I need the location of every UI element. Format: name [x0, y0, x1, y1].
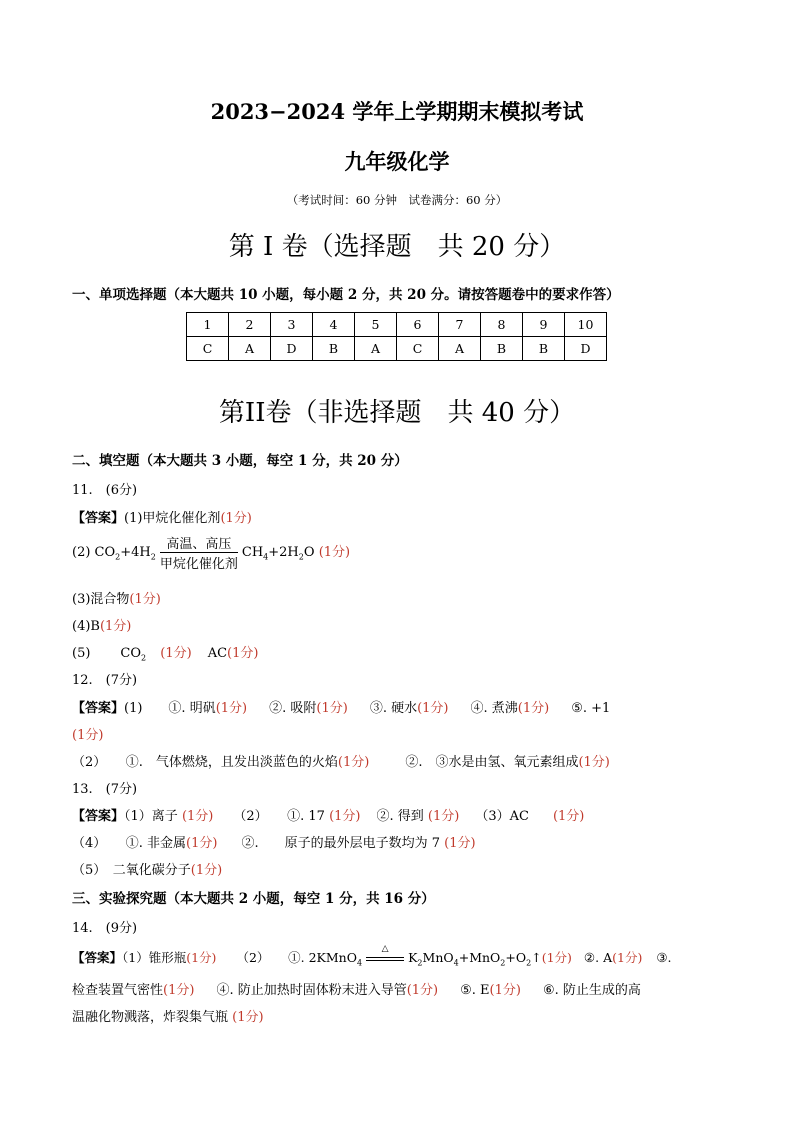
score: (1分) [220, 511, 252, 526]
table-cell: D [565, 337, 607, 361]
score: (1分) [318, 545, 351, 560]
q13-line-2 [72, 832, 476, 851]
answer-text: （5） 二氧化碳分子 [72, 863, 191, 878]
table-cell: 7 [439, 313, 481, 337]
answer-text: (5) [72, 646, 91, 661]
answer-tag: 【答案】 [72, 950, 123, 965]
score: (1分) [552, 809, 585, 824]
table-cell: C [187, 337, 229, 361]
answer-text: （3）AC [475, 809, 529, 824]
formula-part: K [408, 950, 418, 965]
table-cell: 2 [229, 313, 271, 337]
table-cell: C [397, 337, 439, 361]
table-cell: B [523, 337, 565, 361]
formula-part: +2H [268, 545, 299, 560]
q14-line-1: 【答案】（1）锥形瓶(1分) （2） ①. 2KMnO$_4$ △ $K_2MnO_4+MnO_2+O_2↑(1$分) ②. A(1分) ③. [72, 943, 672, 968]
formula-part: CO [120, 646, 142, 661]
formula-part: CH [241, 545, 264, 560]
section3-heading: 三、实验探究题（本大题共 2 小题，每空 1 分，共 16 分） [72, 891, 435, 907]
score: (1分) [541, 950, 572, 965]
answer-tag: 【答案】 [72, 809, 125, 824]
table-cell: B [481, 337, 523, 361]
score: (1分) [578, 755, 610, 770]
answer-table-answer-row [187, 337, 607, 361]
score: (1分) [517, 701, 550, 716]
answer-tag: 【答案】 [72, 511, 125, 526]
formula-part: (2) CO [72, 545, 116, 560]
score: (1分) [417, 701, 449, 716]
up-arrow: ↑ [531, 950, 542, 965]
answer-text: ⑥. 防止生成的高 [542, 983, 641, 998]
formula-part: +MnO [458, 950, 501, 965]
formula-part: O [303, 545, 315, 560]
part2-heading: 第II卷（非选择题 共 40 分） [218, 398, 576, 428]
table-cell: 5 [355, 313, 397, 337]
section1-heading: 一、单项选择题（本大题共 10 小题，每小题 2 分，共 20 分。请按答题卷中的要求作答） [72, 287, 620, 303]
exam-note: （考试时间：60 分钟 试卷满分：60 分） [286, 193, 508, 207]
table-cell: 1 [187, 313, 229, 337]
table-cell: 9 [523, 313, 565, 337]
answer-text: (1) ①. 明矾 [124, 701, 216, 716]
table-cell: 6 [397, 313, 439, 337]
score: (1分) [72, 728, 104, 743]
table-cell: 10 [565, 313, 607, 337]
answer-text: ③. 硬水 [369, 701, 418, 716]
answer-text: AC [207, 646, 228, 661]
condition-top: 高温、高压 [160, 533, 238, 553]
score: (1分) [186, 950, 217, 965]
answer-text: ④. 煮沸 [470, 701, 518, 716]
q13-line-3 [72, 859, 222, 878]
q11-answer-5: (5) $CO_2$ (1分) AC(1分) [72, 646, 259, 663]
score: (1分) [160, 646, 192, 661]
score: (1分) [215, 701, 248, 716]
q13-line-1 [72, 805, 584, 824]
score: (1分) [444, 836, 476, 851]
answer-text: ②. 吸附 [269, 701, 317, 716]
q11-answer-3 [72, 588, 161, 607]
answer-text: （2） ①. 气体燃烧，且发出淡蓝色的火焰 [72, 755, 338, 770]
table-cell: A [229, 337, 271, 361]
table-cell: 4 [313, 313, 355, 337]
answer-text: 检查装置气密性 [72, 983, 164, 998]
q14-label: 14. (9分) [72, 921, 138, 936]
table-cell: A [439, 337, 481, 361]
score: (1分) [612, 950, 643, 965]
answer-text: ④. 防止加热时固体粉末进入导管 [216, 983, 407, 998]
formula-part: +4H [120, 545, 151, 560]
score: (1分) [190, 863, 223, 878]
q14-line-3 [72, 1006, 264, 1025]
answer-text: （1）锥形瓶 [122, 950, 187, 965]
q14-line-2 [72, 979, 641, 998]
section2-heading: 二、填空题（本大题共 3 小题，每空 1 分，共 20 分） [72, 453, 408, 469]
formula-part: +O [505, 950, 527, 965]
table-cell: A [355, 337, 397, 361]
heat-arrow [366, 943, 404, 964]
score: (1分) [406, 983, 439, 998]
exam-title: 2023−2024 学年上学期期末模拟考试 [210, 99, 584, 124]
table-cell: 8 [481, 313, 523, 337]
answer-text: 温融化物溅落，炸裂集气瓶 [72, 1010, 229, 1025]
answer-text: (3)混合物 [72, 592, 130, 607]
formula-part: MnO [422, 950, 454, 965]
score: (1分) [337, 755, 370, 770]
score: (1分) [99, 619, 132, 634]
answer-text: (4)B [72, 619, 100, 634]
score: (1分) [489, 983, 521, 998]
score: (1分) [163, 983, 195, 998]
formula-part: （2） ①. 2KMnO [236, 950, 357, 965]
score: (1分) [316, 701, 348, 716]
table-cell: D [271, 337, 313, 361]
q11-answer-2: (2) $CO_2+4H_2$ $\frac{\text{高温、高压}}{\text{甲烷化催化剂}}$ $CH_4+2H_2O$ (1分) [72, 533, 350, 572]
score: (1分) [186, 836, 218, 851]
score: (1分) [232, 1010, 264, 1025]
answer-text: ②. ③水是由氢、氧元素组成 [405, 755, 579, 770]
answer-text: ⑤. +1 [571, 701, 611, 716]
q11-answer-4 [72, 615, 131, 634]
q13-label: 13. (7分) [72, 782, 138, 797]
answer-text: ②. A [583, 950, 613, 965]
q11-answer-1 [72, 507, 252, 526]
answer-text: (1)甲烷化催化剂 [124, 511, 221, 526]
score: (1分) [427, 809, 460, 824]
q12-line-1-cont [72, 724, 103, 743]
answer-text: （2） ①. 17 [233, 809, 325, 824]
answer-table [186, 312, 607, 361]
answer-text: （1）离子 [124, 809, 178, 824]
score: (1分) [227, 646, 259, 661]
answer-text: ②. 得到 [376, 809, 424, 824]
reaction-condition [160, 533, 238, 572]
table-cell: 3 [271, 313, 313, 337]
q12-line-2 [72, 751, 610, 770]
answer-text: （4） ①. 非金属 [72, 836, 187, 851]
answer-text: ③. [656, 950, 672, 965]
answer-table-number-row [187, 313, 607, 337]
score: (1分) [129, 592, 161, 607]
q12-line-1 [72, 697, 610, 716]
heat-symbol: △ [381, 943, 389, 954]
table-cell: B [313, 337, 355, 361]
score: (1分) [181, 809, 214, 824]
answer-tag: 【答案】 [72, 701, 125, 716]
answer-text: ②. 原子的最外层电子数均为 7 [241, 836, 441, 851]
condition-bottom: 甲烷化催化剂 [159, 557, 238, 572]
q12-label: 12. (7分) [72, 673, 138, 688]
exam-subtitle: 九年级化学 [344, 149, 450, 174]
part1-heading: 第 I 卷（选择题 共 20 分） [228, 232, 566, 262]
q11-label: 11. (6分) [72, 483, 138, 498]
score: (1分) [329, 809, 361, 824]
answer-text: ⑤. E [460, 983, 490, 998]
